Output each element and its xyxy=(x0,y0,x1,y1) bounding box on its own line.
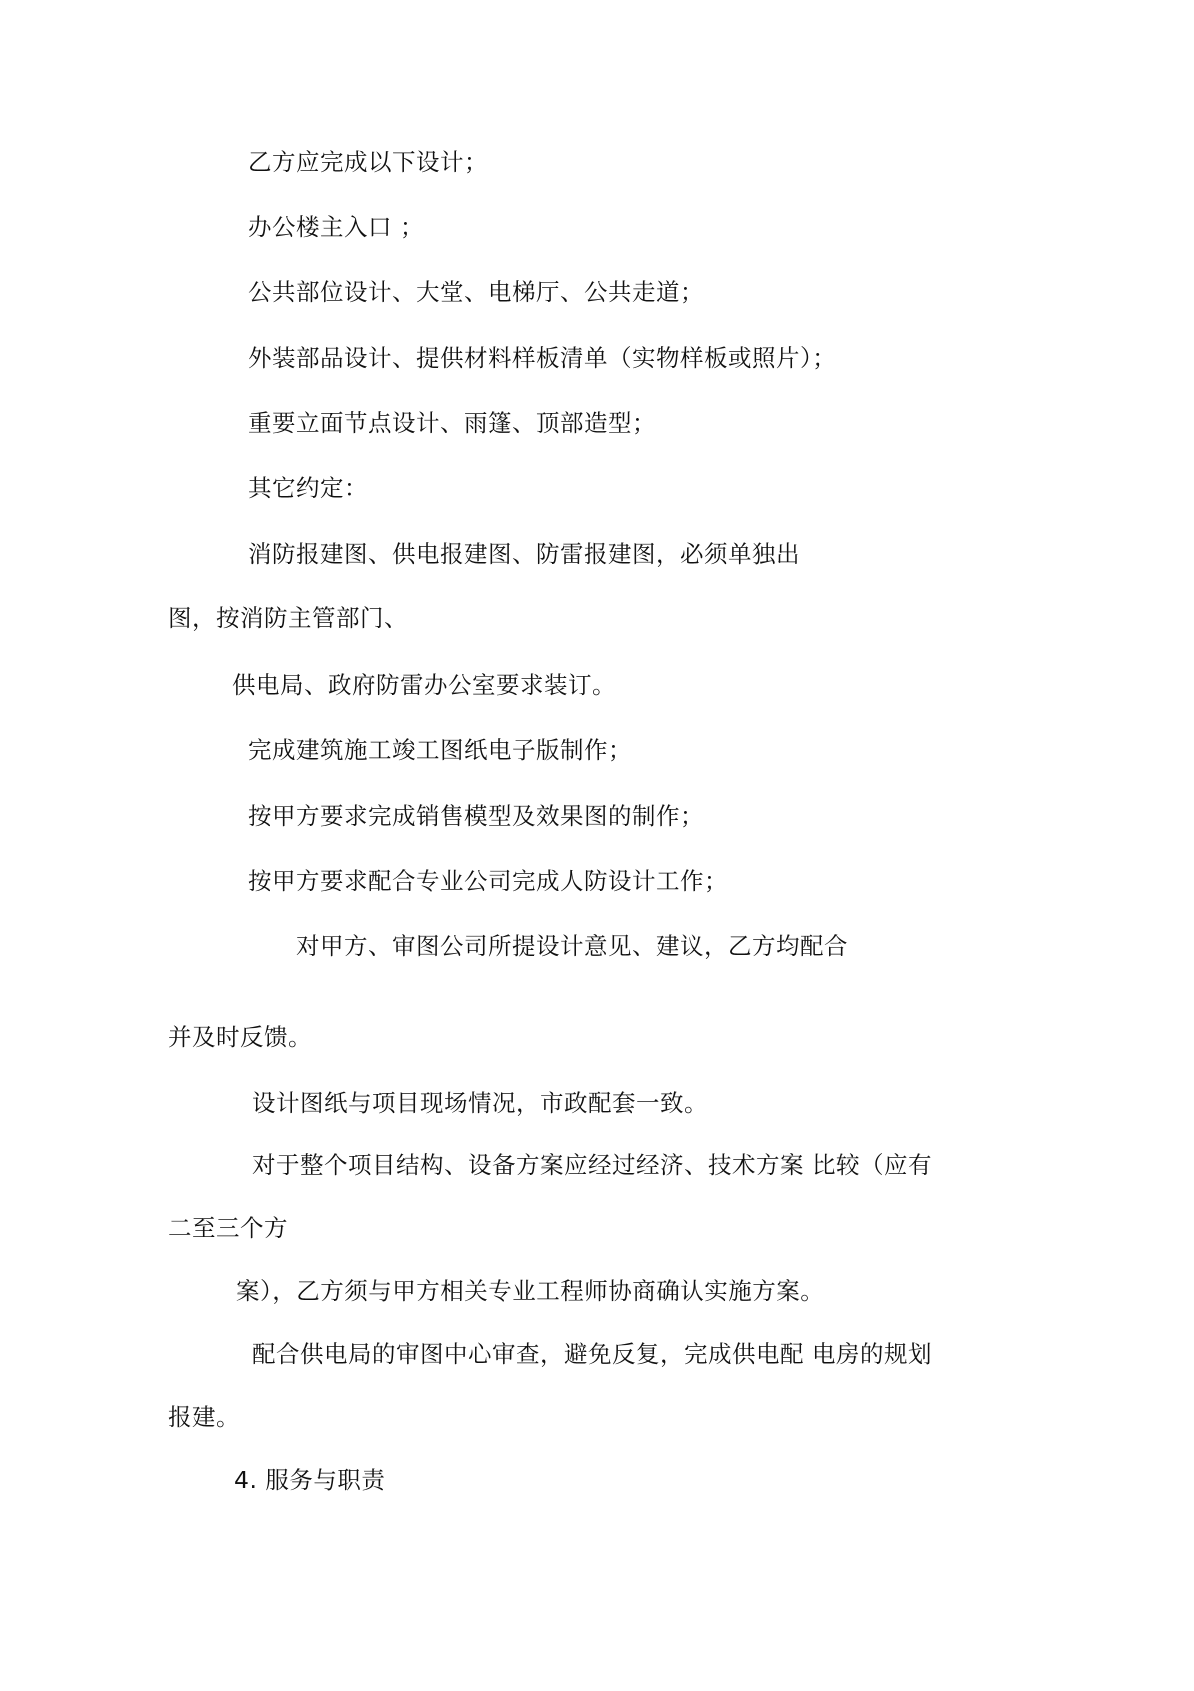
text-line: 完成建筑施工竣工图纸电子版制作； xyxy=(248,736,632,764)
text-line: 并及时反馈。 xyxy=(168,1023,312,1051)
section-heading: 4. 服务与职责 xyxy=(234,1466,386,1494)
text-line: 其它约定： xyxy=(248,474,368,502)
text-line: 设计图纸与项目现场情况，市政配套一致。 xyxy=(252,1089,708,1117)
text-line: 公共部位设计、大堂、电梯厅、公共走道； xyxy=(248,278,704,306)
text-line: 二至三个方 xyxy=(168,1214,288,1242)
text-line: 消防报建图、供电报建图、防雷报建图，必须单独出 xyxy=(248,540,800,568)
text-line: 供电局、政府防雷办公室要求装订。 xyxy=(232,671,616,699)
text-line: 重要立面节点设计、雨篷、顶部造型； xyxy=(248,409,656,437)
text-line: 按甲方要求配合专业公司完成人防设计工作； xyxy=(248,867,728,895)
text-line: 外装部品设计、提供材料样板清单（实物样板或照片）； xyxy=(248,344,837,372)
text-line: 配合供电局的审图中心审查，避免反复，完成供电配 电房的规划 xyxy=(252,1340,932,1368)
text-line: 对于整个项目结构、设备方案应经过经济、技术方案 比较（应有 xyxy=(252,1151,932,1179)
text-line: 图，按消防主管部门、 xyxy=(168,604,408,632)
text-line: 办公楼主入口 ； xyxy=(248,213,424,241)
text-line: 案），乙方须与甲方相关专业工程师协商确认实施方案。 xyxy=(236,1277,825,1305)
text-line: 乙方应完成以下设计； xyxy=(248,148,488,176)
text-line: 报建。 xyxy=(168,1403,240,1431)
text-line: 对甲方、审图公司所提设计意见、建议，乙方均配合 xyxy=(296,932,848,960)
text-line: 按甲方要求完成销售模型及效果图的制作； xyxy=(248,802,704,830)
